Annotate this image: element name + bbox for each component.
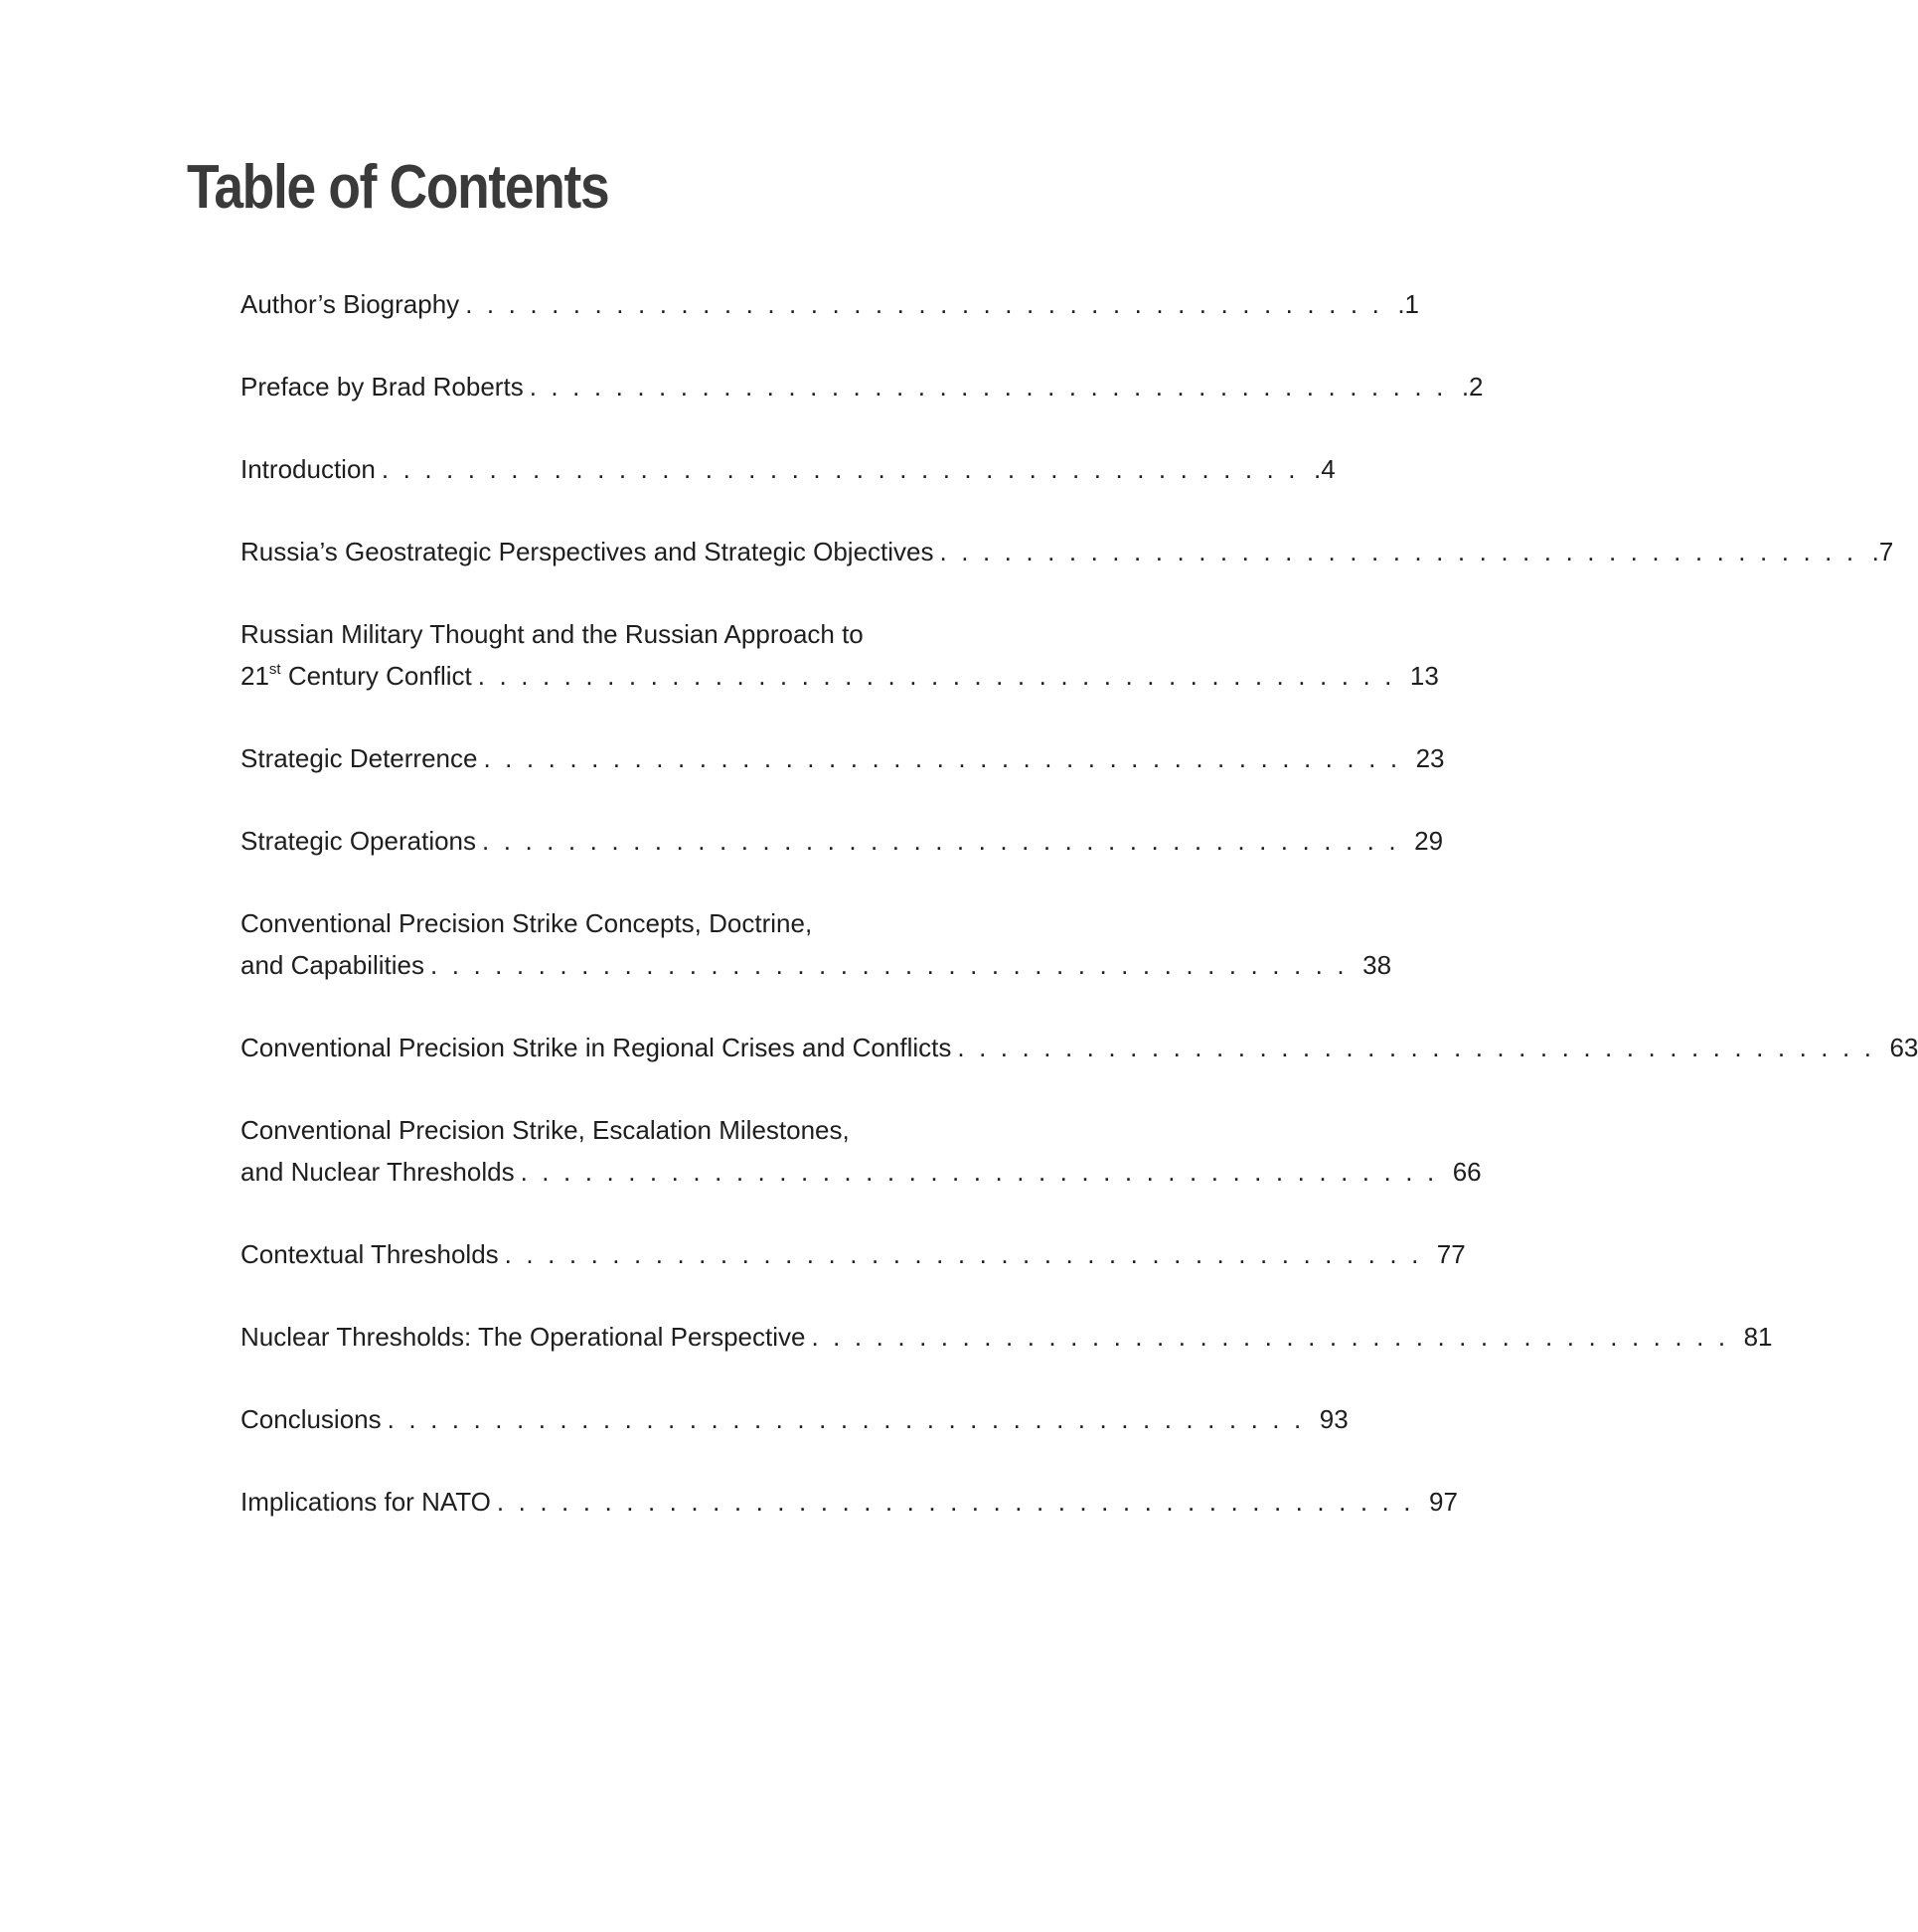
toc-page-number: 63 xyxy=(1889,1033,1918,1062)
dot-leader: ........................................... xyxy=(957,1033,1886,1062)
toc-page-number: 97 xyxy=(1429,1487,1458,1517)
toc-entry-title-line-1: Conventional Precision Strike Concepts, Doctrine, xyxy=(240,908,813,938)
toc-entry xyxy=(240,737,1445,779)
toc-entry-title: Preface by Brad Roberts xyxy=(240,372,524,402)
toc-entry xyxy=(240,1398,1349,1440)
toc-page-number: 81 xyxy=(1743,1322,1773,1352)
toc-entry xyxy=(240,1316,1773,1358)
toc-entry-title: Introduction xyxy=(240,454,376,484)
dot-leader: ........................................... xyxy=(482,826,1411,856)
dot-leader: ........................................... xyxy=(465,289,1394,319)
toc-entry xyxy=(240,366,1484,407)
superscript-st: st xyxy=(268,661,281,678)
toc-entry-title: Implications for NATO xyxy=(240,1487,491,1517)
toc-page-number: 66 xyxy=(1452,1157,1482,1187)
toc-page-number: 29 xyxy=(1414,826,1444,856)
toc-entry xyxy=(240,1109,1482,1193)
toc-page-number: .4 xyxy=(1314,454,1336,484)
toc-entry xyxy=(240,283,1419,325)
toc-page-number: 77 xyxy=(1436,1239,1466,1269)
dot-leader: ........................................... xyxy=(477,661,1406,691)
dot-leader: ........................................... xyxy=(387,1404,1316,1434)
dot-leader: ........................................... xyxy=(496,1487,1426,1517)
page-title: Table of Contents xyxy=(187,153,609,222)
toc-page-number: .2 xyxy=(1461,372,1484,402)
dot-leader: ........................................... xyxy=(520,1157,1449,1187)
toc-entry-title: Author’s Biography xyxy=(240,289,460,319)
toc-entry xyxy=(240,1233,1466,1275)
toc-page-number: .7 xyxy=(1871,537,1894,566)
toc-entry-title-line-2: and Nuclear Thresholds xyxy=(240,1157,515,1187)
toc-entry-title: Contextual Thresholds xyxy=(240,1239,499,1269)
toc-page-number: 23 xyxy=(1415,743,1445,773)
toc-entry xyxy=(240,613,1439,697)
toc-entry xyxy=(240,902,1392,986)
toc-page-number: 93 xyxy=(1319,1404,1349,1434)
toc-page-number: .1 xyxy=(1397,289,1419,319)
toc-entry-title-line-2: and Capabilities xyxy=(240,950,425,980)
toc-entry-title-line-1: Conventional Precision Strike, Escalation Milestones, xyxy=(240,1115,850,1145)
dot-leader: ........................................... xyxy=(483,743,1412,773)
dot-leader: ........................................... xyxy=(504,1239,1433,1269)
toc-entry xyxy=(240,820,1444,862)
toc-entry xyxy=(240,1027,1918,1068)
dot-leader: ........................................... xyxy=(430,950,1359,980)
toc-entry xyxy=(240,1481,1458,1523)
toc-entry-title: Nuclear Thresholds: The Operational Perspective xyxy=(240,1322,806,1352)
toc-entry-title-line-1: Russian Military Thought and the Russian Approach to xyxy=(240,619,864,649)
dot-leader: ........................................... xyxy=(529,372,1458,402)
toc-entry-title: Russia’s Geostrategic Perspectives and Strategic Objectives xyxy=(240,537,934,566)
toc-entry-title: Strategic Operations xyxy=(240,826,477,856)
toc-entry xyxy=(240,531,1894,572)
dot-leader: ........................................... xyxy=(939,537,1868,566)
toc-entry-title: Conventional Precision Strike in Regional Crises and Conflicts xyxy=(240,1033,952,1062)
toc-entry-title: Strategic Deterrence xyxy=(240,743,478,773)
dot-leader: ........................................... xyxy=(811,1322,1740,1352)
toc-entry xyxy=(240,448,1336,490)
dot-leader: ........................................... xyxy=(381,454,1310,484)
toc-page-number: 38 xyxy=(1362,950,1392,980)
toc-entry-title-line-2: 21st Century Conflict xyxy=(240,661,472,691)
toc-page-number: 13 xyxy=(1409,661,1439,691)
toc-entry-title: Conclusions xyxy=(240,1404,382,1434)
